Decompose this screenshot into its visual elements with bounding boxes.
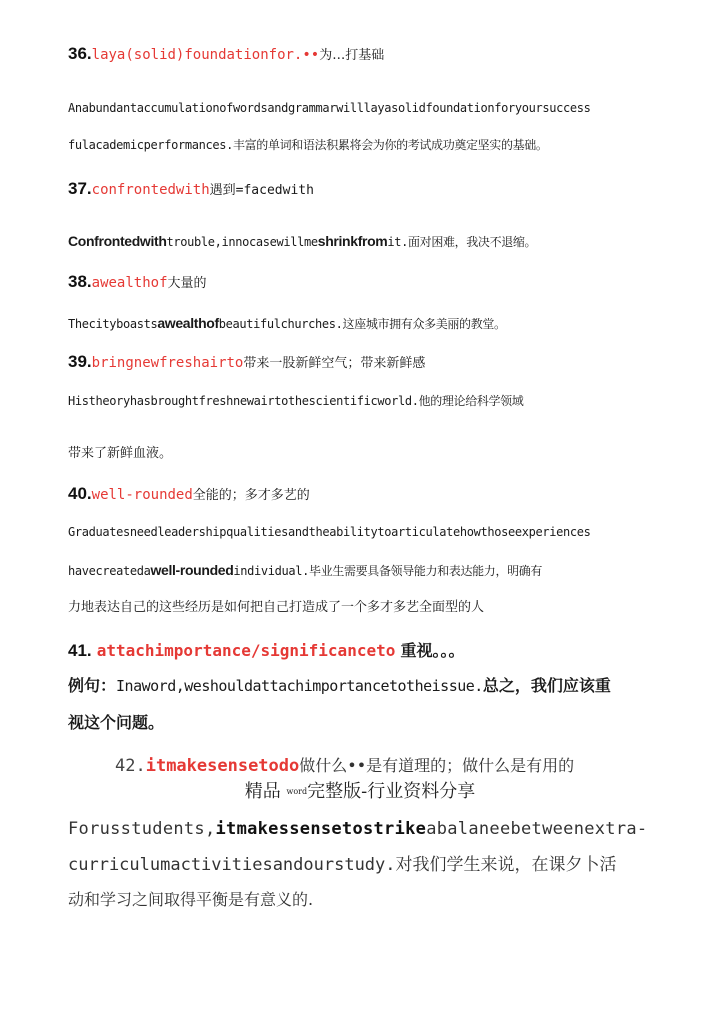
example-text: Forusstudents, [68,819,216,839]
example-line [68,857,617,874]
meaning: 重视。。。 [400,641,465,660]
footer-text: 完整版-行业资料分享 [307,781,476,802]
meaning: 大量的 [167,276,207,291]
meaning: 做什么••是有道理的；做什么是有用的 [299,756,575,775]
bold-phrase: itmakessensetostrike [215,819,427,839]
example-cn: 总之，我们应该重 [482,676,611,695]
example-text: Inaword,weshouldattachimportancetotheissue. [116,677,483,695]
entry-number: 40. [68,484,92,503]
entry-36-heading [68,45,384,62]
bold-phrase: well-rounded [150,562,234,578]
example-line [68,316,506,330]
entry-number: 39. [68,352,92,371]
footer-small: word [286,787,308,796]
example-text: havecreateda [68,564,151,578]
example-line [68,821,647,838]
entry-40-heading [68,485,310,502]
footer-text: 精品 [244,781,281,802]
phrase: attachimportance/significanceto [96,641,396,660]
example-line [68,563,542,577]
phrase: awealthof [91,275,168,291]
meaning: 遇到=facedwith [209,183,314,198]
entry-number: 41. [68,641,92,660]
bold-phrase: awealthof [157,315,219,331]
example-line [68,234,536,248]
entry-number: 37. [68,179,92,198]
example-text: curriculumactivitiesandourstudy.对我们学生来说，在课夕卜活 [68,855,617,875]
example-line: Anabundantaccumulationofwordsandgrammarwilllayasolidfoundationforyoursuccess [68,101,591,115]
bold-phrase: Confrontedwith [68,233,167,249]
entry-41-heading [68,642,464,659]
meaning: 全能的；多才多艺的 [192,488,310,503]
example-text: abalaneebetweenextra- [426,819,648,839]
example-line: Histheoryhasbroughtfreshnewairtothescientificworld.他的理论给科学领域 [68,394,524,408]
example-text: it.面对困难，我决不退缩。 [387,235,537,249]
watermark-footer [0,783,720,801]
example-label: 例句： [68,676,117,695]
phrase: well-rounded [91,487,193,503]
entry-number: 36. [68,44,92,63]
entry-42-heading [115,758,574,775]
phrase: itmakesensetodo [145,756,300,776]
example-text: beautifulchurches.这座城市拥有众多美丽的教堂。 [218,317,506,331]
example-text: trouble,innocasewillme [166,235,318,249]
example-text: Thecityboasts [68,317,158,331]
example-text: individual.毕业生需要具备领导能力和表达能力，明确有 [233,564,543,578]
meaning: 带来一股新鲜空气；带来新鲜感 [243,356,426,371]
example-line [68,678,611,694]
entry-37-heading [68,180,314,197]
example-line: 带来了新鲜血液。 [68,446,173,461]
phrase: laya(solid)foundationfor.•• [91,47,320,63]
example-line: 视这个问题。 [68,713,165,732]
example-line: Graduatesneedleadershipqualitiesandtheabilitytoarticulatehowthoseexperiences [68,525,591,539]
entry-39-heading [68,353,425,370]
entry-38-heading [68,273,207,290]
bold-phrase: shrinkfrom [317,233,388,249]
example-line: 动和学习之间取得平衡是有意义的. [68,890,314,909]
entry-number: 42. [115,756,146,776]
phrase: bringnewfreshairto [91,355,244,371]
example-line: fulacademicperformances.丰富的单词和语法积累将会为你的考试成功奠定坚实的基础。 [68,138,548,152]
phrase: confrontedwith [91,182,210,198]
entry-number: 38. [68,272,92,291]
meaning: 为…打基础 [319,48,385,63]
example-line: 力地表达自己的这些经历是如何把自己打造成了一个多才多艺全面型的人 [68,600,485,615]
